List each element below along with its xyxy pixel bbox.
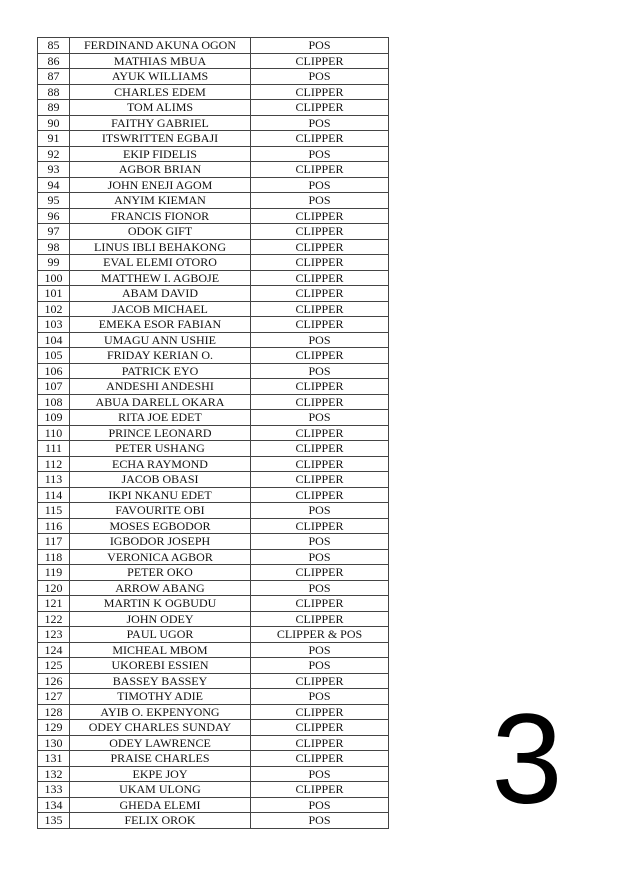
name-cell: MOSES EGBODOR bbox=[70, 518, 251, 534]
row-number-cell: 125 bbox=[38, 658, 70, 674]
name-cell: ODOK GIFT bbox=[70, 224, 251, 240]
name-cell: UKOREBI ESSIEN bbox=[70, 658, 251, 674]
row-number-cell: 101 bbox=[38, 286, 70, 302]
row-number-cell: 117 bbox=[38, 534, 70, 550]
row-number-cell: 130 bbox=[38, 735, 70, 751]
device-type-cell: POS bbox=[251, 69, 389, 85]
row-number-cell: 135 bbox=[38, 813, 70, 829]
device-type-cell: CLIPPER bbox=[251, 735, 389, 751]
table-row bbox=[38, 766, 389, 782]
row-number-cell: 129 bbox=[38, 720, 70, 736]
name-cell: ECHA RAYMOND bbox=[70, 456, 251, 472]
name-cell: ODEY LAWRENCE bbox=[70, 735, 251, 751]
name-cell: MATTHEW I. AGBOJE bbox=[70, 270, 251, 286]
table-row bbox=[38, 642, 389, 658]
table-row bbox=[38, 270, 389, 286]
row-number-cell: 105 bbox=[38, 348, 70, 364]
name-cell: FERDINAND AKUNA OGON bbox=[70, 38, 251, 54]
name-cell: AGBOR BRIAN bbox=[70, 162, 251, 178]
device-type-cell: POS bbox=[251, 193, 389, 209]
device-type-cell: POS bbox=[251, 549, 389, 565]
name-cell: TOM ALIMS bbox=[70, 100, 251, 116]
name-cell: UKAM ULONG bbox=[70, 782, 251, 798]
name-cell: ANDESHI ANDESHI bbox=[70, 379, 251, 395]
row-number-cell: 123 bbox=[38, 627, 70, 643]
row-number-cell: 104 bbox=[38, 332, 70, 348]
name-cell: ODEY CHARLES SUNDAY bbox=[70, 720, 251, 736]
table-row bbox=[38, 301, 389, 317]
table-row bbox=[38, 131, 389, 147]
device-type-cell: CLIPPER bbox=[251, 751, 389, 767]
table-row bbox=[38, 658, 389, 674]
table-row bbox=[38, 720, 389, 736]
table-row bbox=[38, 146, 389, 162]
device-type-cell: CLIPPER bbox=[251, 379, 389, 395]
table-row bbox=[38, 363, 389, 379]
table-row bbox=[38, 255, 389, 271]
row-number-cell: 108 bbox=[38, 394, 70, 410]
device-type-cell: CLIPPER bbox=[251, 53, 389, 69]
row-number-cell: 134 bbox=[38, 797, 70, 813]
name-cell: PRAISE CHARLES bbox=[70, 751, 251, 767]
row-number-cell: 115 bbox=[38, 503, 70, 519]
row-number-cell: 91 bbox=[38, 131, 70, 147]
device-type-cell: CLIPPER bbox=[251, 456, 389, 472]
name-cell: MICHEAL MBOM bbox=[70, 642, 251, 658]
table-row bbox=[38, 193, 389, 209]
table-row bbox=[38, 115, 389, 131]
row-number-cell: 112 bbox=[38, 456, 70, 472]
name-cell: IKPI NKANU EDET bbox=[70, 487, 251, 503]
row-number-cell: 113 bbox=[38, 472, 70, 488]
name-cell: EMEKA ESOR FABIAN bbox=[70, 317, 251, 333]
row-number-cell: 93 bbox=[38, 162, 70, 178]
row-number-cell: 107 bbox=[38, 379, 70, 395]
row-number-cell: 102 bbox=[38, 301, 70, 317]
roster-table-body bbox=[38, 38, 389, 829]
name-cell: EKPE JOY bbox=[70, 766, 251, 782]
device-type-cell: CLIPPER bbox=[251, 720, 389, 736]
name-cell: JACOB OBASI bbox=[70, 472, 251, 488]
table-row bbox=[38, 224, 389, 240]
device-type-cell: POS bbox=[251, 332, 389, 348]
name-cell: EVAL ELEMI OTORO bbox=[70, 255, 251, 271]
table-row bbox=[38, 348, 389, 364]
device-type-cell: POS bbox=[251, 689, 389, 705]
table-row bbox=[38, 689, 389, 705]
table-row bbox=[38, 162, 389, 178]
row-number-cell: 90 bbox=[38, 115, 70, 131]
row-number-cell: 100 bbox=[38, 270, 70, 286]
row-number-cell: 88 bbox=[38, 84, 70, 100]
table-row bbox=[38, 394, 389, 410]
device-type-cell: CLIPPER bbox=[251, 255, 389, 271]
device-type-cell: CLIPPER bbox=[251, 425, 389, 441]
device-type-cell: POS bbox=[251, 146, 389, 162]
name-cell: GHEDA ELEMI bbox=[70, 797, 251, 813]
name-cell: UMAGU ANN USHIE bbox=[70, 332, 251, 348]
device-type-cell: POS bbox=[251, 642, 389, 658]
name-cell: TIMOTHY ADIE bbox=[70, 689, 251, 705]
device-type-cell: POS bbox=[251, 410, 389, 426]
name-cell: ABUA DARELL OKARA bbox=[70, 394, 251, 410]
table-row bbox=[38, 596, 389, 612]
device-type-cell: CLIPPER bbox=[251, 317, 389, 333]
row-number-cell: 128 bbox=[38, 704, 70, 720]
name-cell: EKIP FIDELIS bbox=[70, 146, 251, 162]
row-number-cell: 85 bbox=[38, 38, 70, 54]
name-cell: FRIDAY KERIAN O. bbox=[70, 348, 251, 364]
row-number-cell: 89 bbox=[38, 100, 70, 116]
device-type-cell: CLIPPER bbox=[251, 394, 389, 410]
row-number-cell: 99 bbox=[38, 255, 70, 271]
table-row bbox=[38, 611, 389, 627]
table-row bbox=[38, 38, 389, 54]
row-number-cell: 124 bbox=[38, 642, 70, 658]
device-type-cell: CLIPPER bbox=[251, 441, 389, 457]
row-number-cell: 97 bbox=[38, 224, 70, 240]
table-row bbox=[38, 286, 389, 302]
table-row bbox=[38, 534, 389, 550]
name-cell: ARROW ABANG bbox=[70, 580, 251, 596]
device-type-cell: POS bbox=[251, 38, 389, 54]
roster-table bbox=[37, 37, 389, 829]
name-cell: CHARLES EDEM bbox=[70, 84, 251, 100]
table-row bbox=[38, 69, 389, 85]
table-row bbox=[38, 100, 389, 116]
name-cell: PATRICK EYO bbox=[70, 363, 251, 379]
device-type-cell: POS bbox=[251, 534, 389, 550]
device-type-cell: CLIPPER bbox=[251, 162, 389, 178]
name-cell: PETER OKO bbox=[70, 565, 251, 581]
table-row bbox=[38, 84, 389, 100]
device-type-cell: CLIPPER bbox=[251, 100, 389, 116]
device-type-cell: POS bbox=[251, 658, 389, 674]
device-type-cell: CLIPPER & POS bbox=[251, 627, 389, 643]
name-cell: MATHIAS MBUA bbox=[70, 53, 251, 69]
row-number-cell: 96 bbox=[38, 208, 70, 224]
name-cell: VERONICA AGBOR bbox=[70, 549, 251, 565]
table-row bbox=[38, 797, 389, 813]
device-type-cell: POS bbox=[251, 177, 389, 193]
name-cell: AYUK WILLIAMS bbox=[70, 69, 251, 85]
row-number-cell: 119 bbox=[38, 565, 70, 581]
device-type-cell: CLIPPER bbox=[251, 472, 389, 488]
table-row bbox=[38, 332, 389, 348]
device-type-cell: CLIPPER bbox=[251, 673, 389, 689]
name-cell: FELIX OROK bbox=[70, 813, 251, 829]
table-row bbox=[38, 627, 389, 643]
table-row bbox=[38, 379, 389, 395]
row-number-cell: 111 bbox=[38, 441, 70, 457]
device-type-cell: CLIPPER bbox=[251, 270, 389, 286]
name-cell: JACOB MICHAEL bbox=[70, 301, 251, 317]
row-number-cell: 98 bbox=[38, 239, 70, 255]
name-cell: MARTIN K OGBUDU bbox=[70, 596, 251, 612]
row-number-cell: 103 bbox=[38, 317, 70, 333]
row-number-cell: 86 bbox=[38, 53, 70, 69]
device-type-cell: CLIPPER bbox=[251, 131, 389, 147]
name-cell: JOHN ENEJI AGOM bbox=[70, 177, 251, 193]
table-row bbox=[38, 410, 389, 426]
device-type-cell: CLIPPER bbox=[251, 348, 389, 364]
name-cell: FAVOURITE OBI bbox=[70, 503, 251, 519]
row-number-cell: 92 bbox=[38, 146, 70, 162]
table-row bbox=[38, 565, 389, 581]
name-cell: RITA JOE EDET bbox=[70, 410, 251, 426]
row-number-cell: 120 bbox=[38, 580, 70, 596]
device-type-cell: POS bbox=[251, 115, 389, 131]
row-number-cell: 94 bbox=[38, 177, 70, 193]
row-number-cell: 131 bbox=[38, 751, 70, 767]
name-cell: BASSEY BASSEY bbox=[70, 673, 251, 689]
name-cell: FAITHY GABRIEL bbox=[70, 115, 251, 131]
device-type-cell: POS bbox=[251, 503, 389, 519]
name-cell: JOHN ODEY bbox=[70, 611, 251, 627]
row-number-cell: 132 bbox=[38, 766, 70, 782]
device-type-cell: CLIPPER bbox=[251, 84, 389, 100]
table-row bbox=[38, 503, 389, 519]
row-number-cell: 106 bbox=[38, 363, 70, 379]
row-number-cell: 109 bbox=[38, 410, 70, 426]
table-row bbox=[38, 208, 389, 224]
device-type-cell: POS bbox=[251, 813, 389, 829]
name-cell: PETER USHANG bbox=[70, 441, 251, 457]
table-row bbox=[38, 425, 389, 441]
device-type-cell: CLIPPER bbox=[251, 611, 389, 627]
table-row bbox=[38, 472, 389, 488]
name-cell: FRANCIS FIONOR bbox=[70, 208, 251, 224]
table-row bbox=[38, 177, 389, 193]
table-row bbox=[38, 239, 389, 255]
device-type-cell: CLIPPER bbox=[251, 224, 389, 240]
table-row bbox=[38, 751, 389, 767]
table-row bbox=[38, 53, 389, 69]
row-number-cell: 110 bbox=[38, 425, 70, 441]
device-type-cell: CLIPPER bbox=[251, 239, 389, 255]
device-type-cell: CLIPPER bbox=[251, 286, 389, 302]
row-number-cell: 87 bbox=[38, 69, 70, 85]
row-number-cell: 121 bbox=[38, 596, 70, 612]
device-type-cell: CLIPPER bbox=[251, 208, 389, 224]
name-cell: AYIB O. EKPENYONG bbox=[70, 704, 251, 720]
device-type-cell: POS bbox=[251, 580, 389, 596]
name-cell: IGBODOR JOSEPH bbox=[70, 534, 251, 550]
device-type-cell: CLIPPER bbox=[251, 782, 389, 798]
device-type-cell: CLIPPER bbox=[251, 301, 389, 317]
table-row bbox=[38, 518, 389, 534]
table-row bbox=[38, 735, 389, 751]
row-number-cell: 122 bbox=[38, 611, 70, 627]
table-row bbox=[38, 580, 389, 596]
row-number-cell: 133 bbox=[38, 782, 70, 798]
device-type-cell: CLIPPER bbox=[251, 565, 389, 581]
device-type-cell: POS bbox=[251, 797, 389, 813]
name-cell: PAUL UGOR bbox=[70, 627, 251, 643]
name-cell: PRINCE LEONARD bbox=[70, 425, 251, 441]
table-row bbox=[38, 487, 389, 503]
name-cell: ANYIM KIEMAN bbox=[70, 193, 251, 209]
table-row bbox=[38, 549, 389, 565]
row-number-cell: 118 bbox=[38, 549, 70, 565]
device-type-cell: POS bbox=[251, 766, 389, 782]
device-type-cell: CLIPPER bbox=[251, 518, 389, 534]
table-row bbox=[38, 782, 389, 798]
table-row bbox=[38, 456, 389, 472]
device-type-cell: CLIPPER bbox=[251, 487, 389, 503]
name-cell: ITSWRITTEN EGBAJI bbox=[70, 131, 251, 147]
table-row bbox=[38, 704, 389, 720]
device-type-cell: CLIPPER bbox=[251, 704, 389, 720]
row-number-cell: 127 bbox=[38, 689, 70, 705]
row-number-cell: 116 bbox=[38, 518, 70, 534]
device-type-cell: CLIPPER bbox=[251, 596, 389, 612]
row-number-cell: 95 bbox=[38, 193, 70, 209]
table-row bbox=[38, 813, 389, 829]
table-row bbox=[38, 317, 389, 333]
name-cell: ABAM DAVID bbox=[70, 286, 251, 302]
table-row bbox=[38, 441, 389, 457]
table-row bbox=[38, 673, 389, 689]
row-number-cell: 126 bbox=[38, 673, 70, 689]
row-number-cell: 114 bbox=[38, 487, 70, 503]
page-number: 3 bbox=[491, 688, 563, 831]
name-cell: LINUS IBLI BEHAKONG bbox=[70, 239, 251, 255]
device-type-cell: POS bbox=[251, 363, 389, 379]
